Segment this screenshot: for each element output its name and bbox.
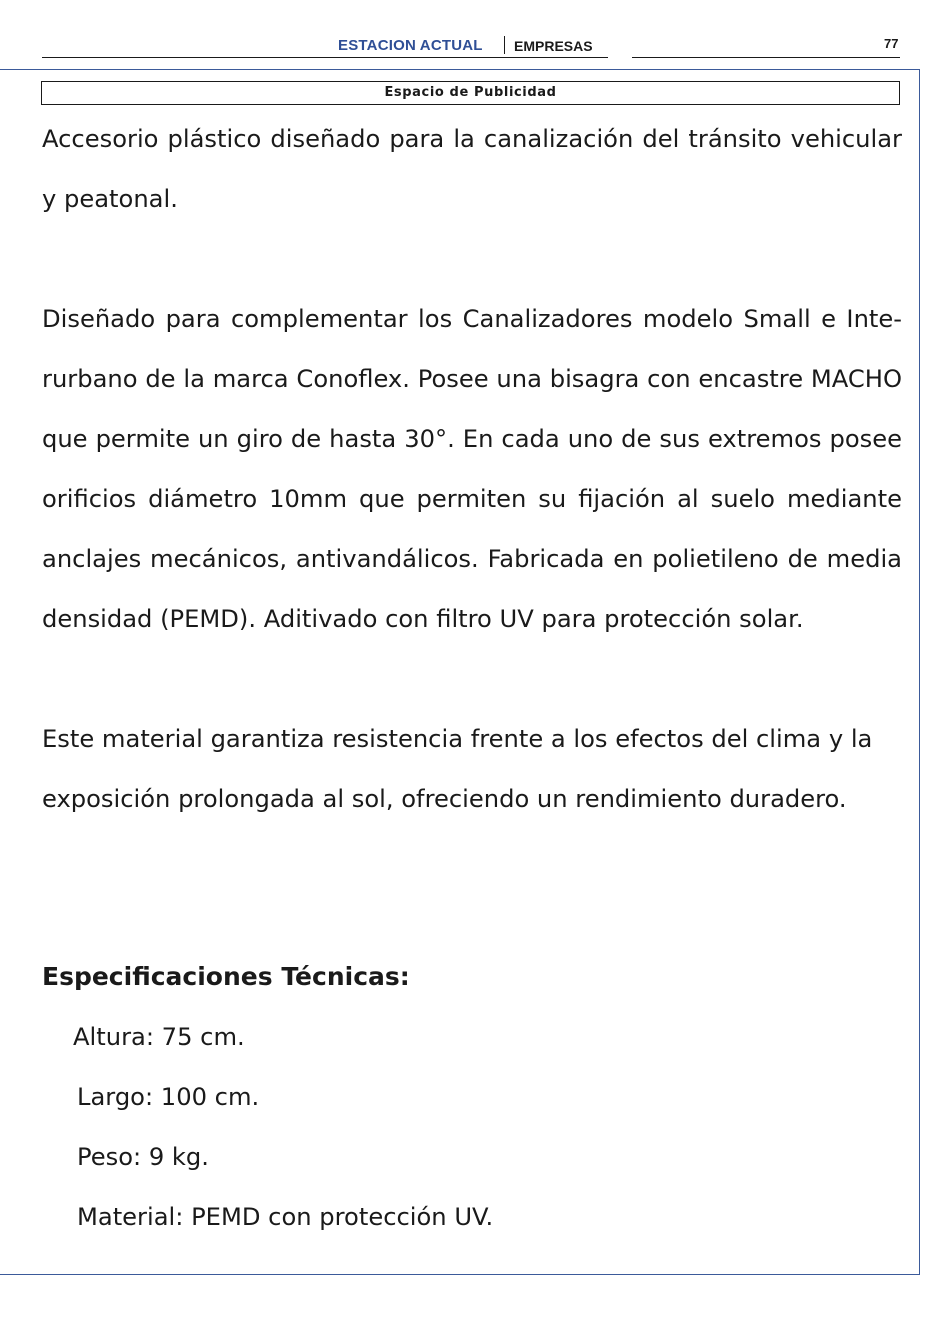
ad-banner: Espacio de Publicidad: [41, 81, 900, 105]
header-section-title: ESTACION ACTUAL: [338, 37, 483, 54]
article-body: [42, 109, 902, 889]
specs-heading: Especificaciones Técnicas:: [42, 962, 410, 991]
article-paragraph: Este material garantiza resistencia frente a los efectos del clima y la exposición prolongada al sol, ofreciendo un rendimiento duradero.: [42, 725, 873, 813]
article-paragraph: Accesorio plástico diseñado para la canalización del tránsito vehicular y peatonal.: [42, 125, 902, 213]
spec-item: Altura: 75 cm.: [73, 1023, 245, 1051]
spec-item: Peso: 9 kg.: [77, 1143, 209, 1171]
page-number: 77: [884, 36, 899, 51]
header-rule-right: [632, 57, 900, 58]
header-category: EMPRESAS: [514, 38, 593, 54]
spec-item: Largo: 100 cm.: [77, 1083, 260, 1111]
header-rule-left: [42, 57, 608, 58]
spec-item: Material: PEMD con protección UV.: [77, 1203, 494, 1231]
specs-list: [0, 1007, 493, 1247]
article-paragraph: Diseñado para complementar los Canalizadores modelo Small e Interurbano de la marca Conoflex. Posee una bisagra con encastre MACHO que permite un giro de hasta 30°. En cada uno de sus extremos posee orificios diámetro 10mm que permiten su fijación al suelo mediante anclajes mecánicos, antivandálicos. Fabricada en polietileno de media densidad (PEMD). Aditivado con filtro UV para protección solar.: [42, 305, 902, 633]
header-divider: [504, 36, 505, 54]
